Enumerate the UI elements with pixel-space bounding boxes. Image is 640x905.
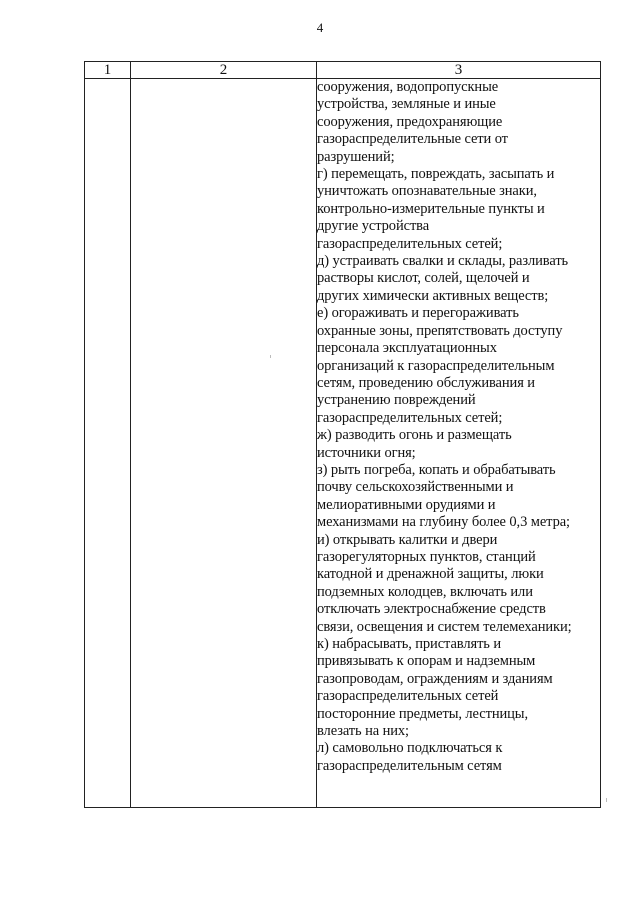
text-line: ж) разводить огонь и размещать (317, 427, 512, 444)
text-line: и) открывать калитки и двери (317, 531, 498, 548)
document-table (84, 61, 601, 808)
text-line: устранению повреждений (317, 392, 476, 409)
text-line: газораспределительным сетям (317, 757, 502, 774)
table-header-row (85, 62, 601, 79)
text-line: сооружения, водопропускные (317, 79, 499, 95)
text-line: источники огня; (317, 444, 416, 461)
cell-col-1 (85, 79, 131, 808)
text-line: разрушений; (317, 148, 395, 165)
text-line: газопроводам, ограждениям и зданиям (317, 670, 553, 687)
column-header-2: 2 (131, 62, 317, 79)
text-line: з) рыть погреба, копать и обрабатывать (317, 461, 556, 478)
text-line: охранные зоны, препятствовать доступу (317, 322, 563, 339)
text-line: уничтожать опознавательные знаки, (317, 183, 537, 200)
text-line: сетям, проведению обслуживания и (317, 374, 535, 391)
text-line: посторонние предметы, лестницы, (317, 705, 528, 722)
text-line: е) огораживать и перегораживать (317, 305, 519, 322)
text-line: г) перемещать, повреждать, засыпать и (317, 166, 555, 183)
text-line: л) самовольно подключаться к (317, 740, 503, 757)
text-line: устройства, земляные и иные (317, 96, 496, 113)
text-line: катодной и дренажной защиты, люки (317, 566, 544, 583)
text-line: влезать на них; (317, 723, 409, 740)
text-line: привязывать к опорам и надземным (317, 653, 536, 670)
text-line: других химически активных веществ; (317, 287, 549, 304)
text-line: отключать электроснабжение средств (317, 601, 546, 618)
text-line: связи, освещения и систем телемеханики; (317, 618, 572, 635)
text-line: мелиоративными орудиями и (317, 496, 496, 513)
text-line: газорегуляторных пунктов, станций (317, 548, 536, 565)
text-line: подземных колодцев, включать или (317, 583, 533, 600)
table-row (85, 79, 601, 808)
text-line: газораспределительных сетей (317, 688, 499, 705)
text-line: д) устраивать свалки и склады, разливать (317, 253, 569, 270)
column-header-1: 1 (85, 62, 131, 79)
page-number: 4 (316, 20, 324, 35)
text-line: организаций к газораспределительным (317, 357, 555, 374)
text-line: персонала эксплуатационных (317, 340, 497, 357)
scan-mark (270, 355, 271, 358)
cell-col-3 (317, 79, 601, 808)
text-line: почву сельскохозяйственными и (317, 479, 514, 496)
cell-col-2 (131, 79, 317, 808)
scan-mark (606, 798, 607, 802)
text-line: газораспределительных сетей; (317, 409, 503, 426)
text-line: газораспределительные сети от (317, 131, 508, 148)
text-line: к) набрасывать, приставлять и (317, 636, 502, 652)
text-line: другие устройства (317, 218, 430, 235)
text-line: сооружения, предохраняющие (317, 113, 503, 130)
text-line: газораспределительных сетей; (317, 235, 503, 252)
text-line: контрольно-измерительные пункты и (317, 200, 545, 217)
text-line: растворы кислот, солей, щелочей и (317, 270, 530, 287)
text-line: механизмами на глубину более 0,3 метра; (317, 514, 570, 531)
column-header-3: 3 (317, 62, 601, 79)
